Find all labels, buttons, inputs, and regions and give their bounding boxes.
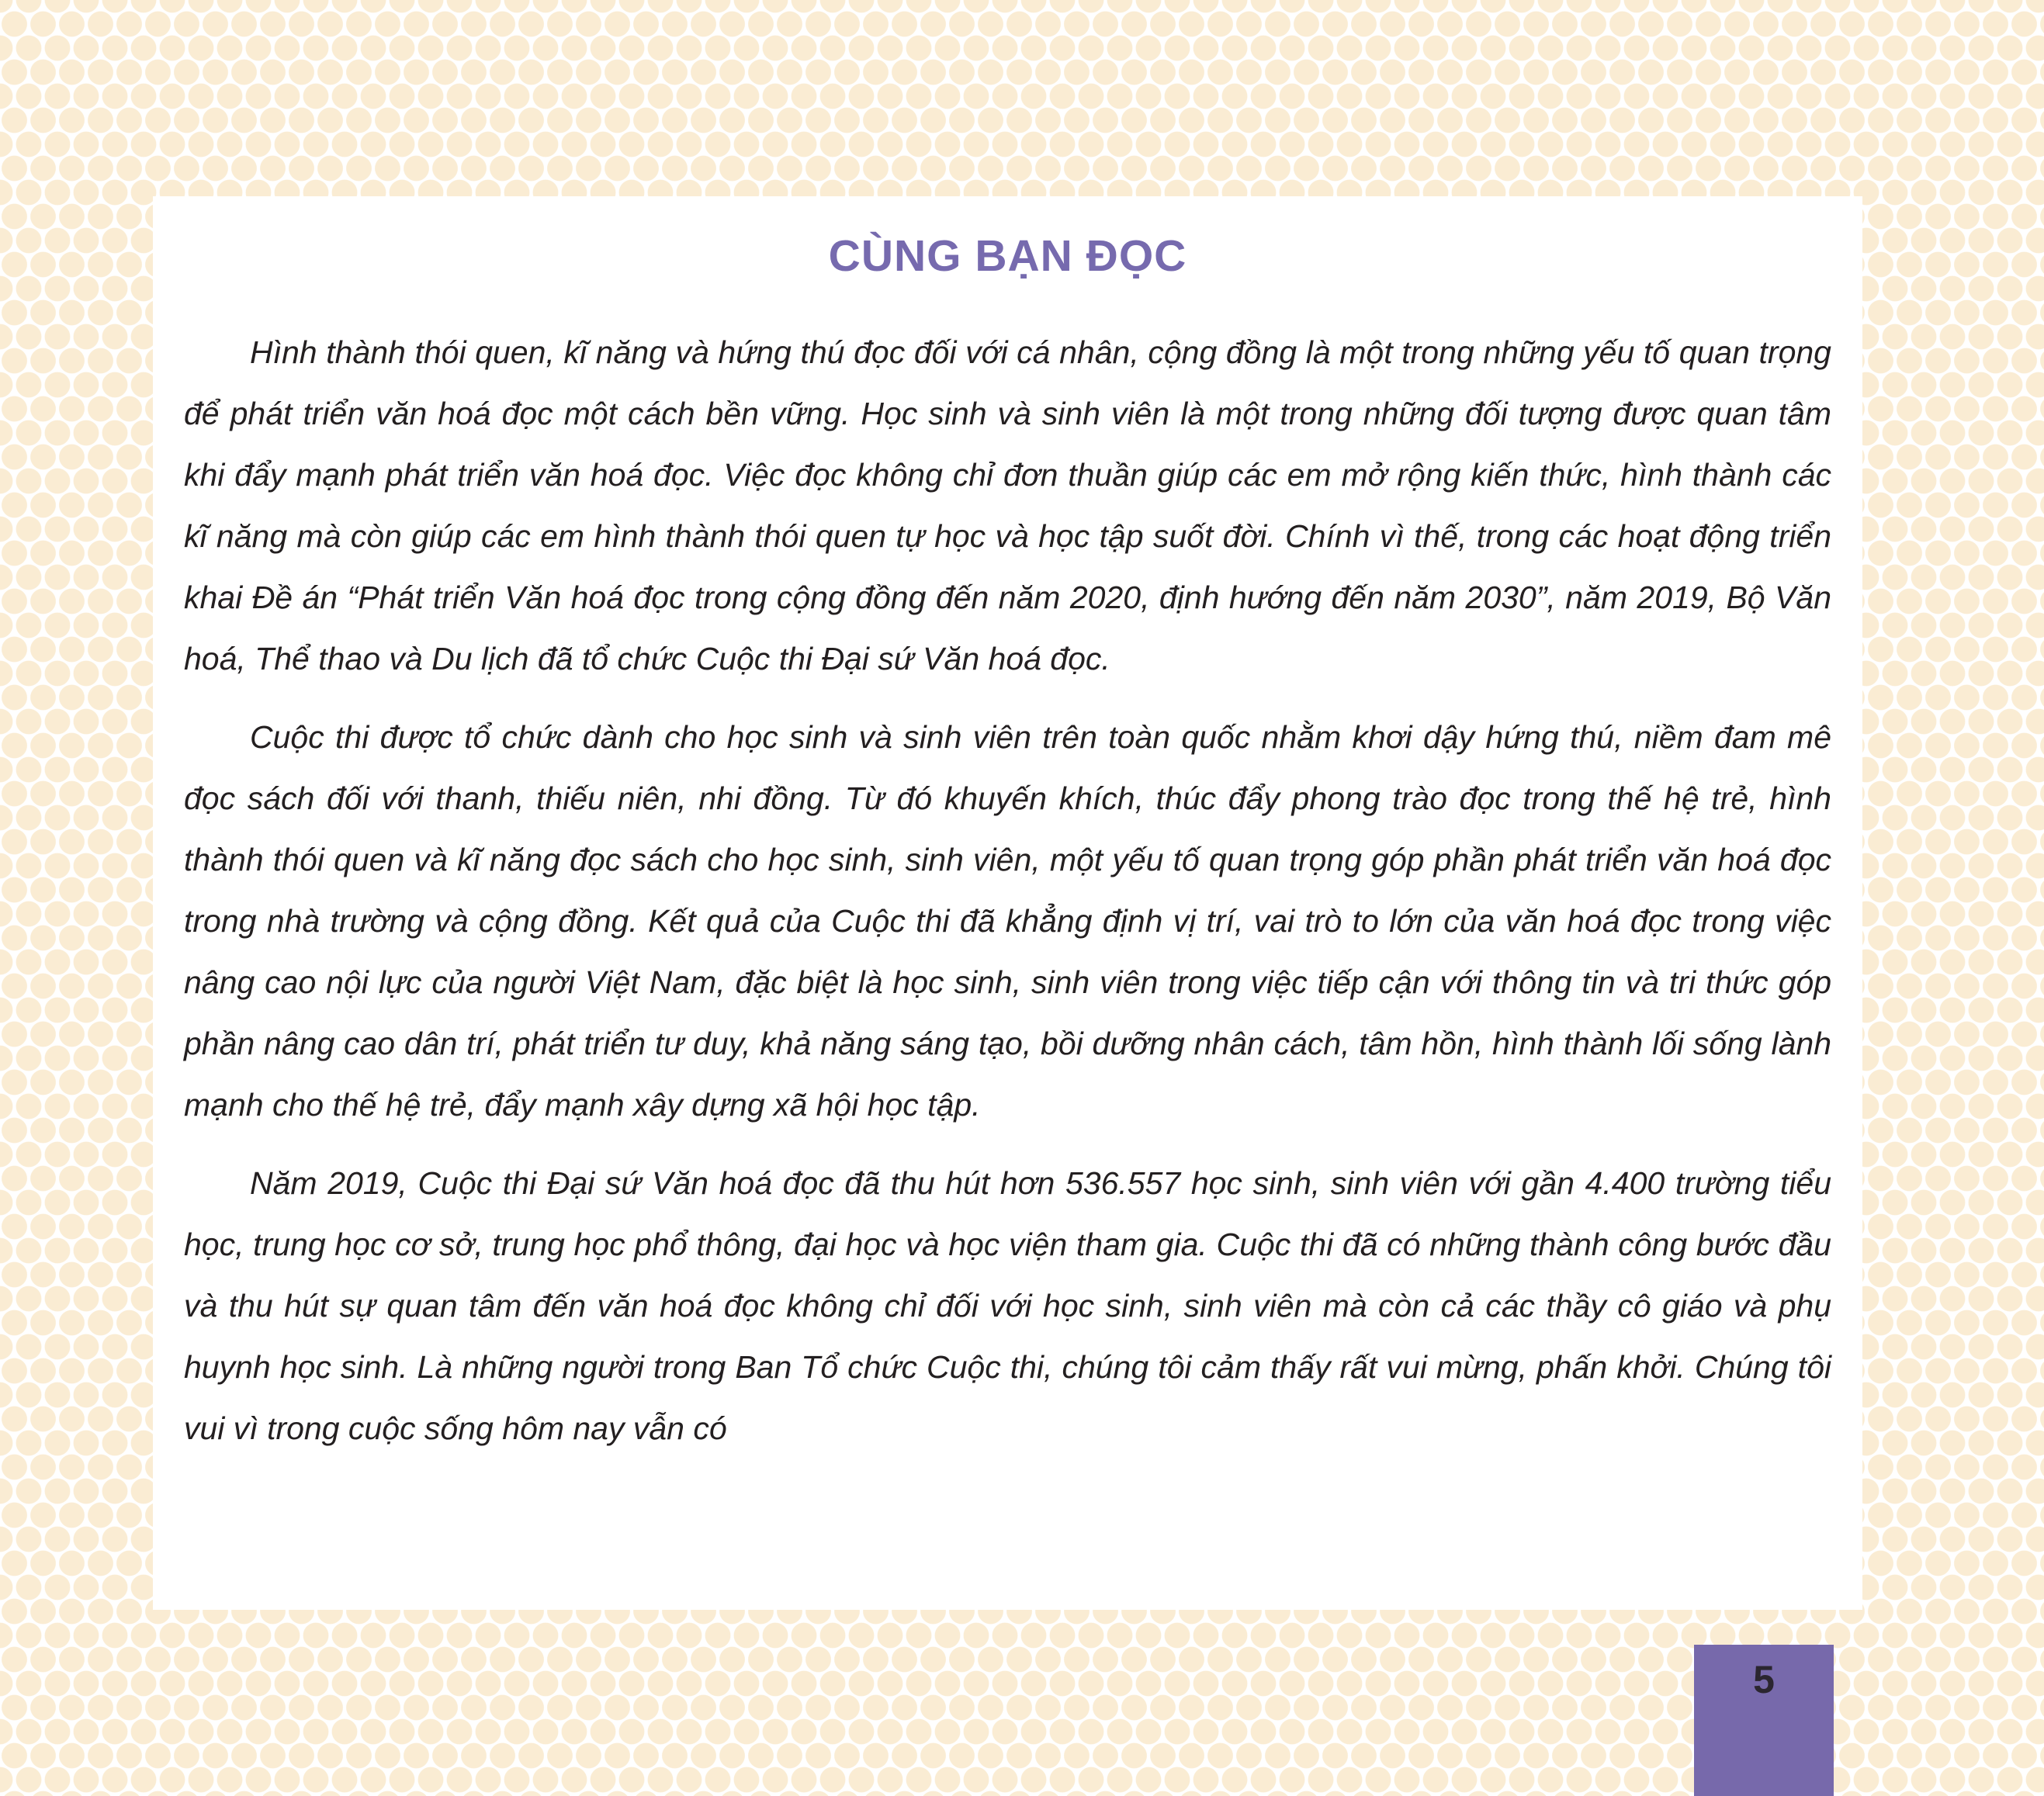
- page-title: CÙNG BẠN ĐỌC: [828, 231, 1187, 281]
- content-card: [153, 196, 1862, 1610]
- paragraph-1: Hình thành thói quen, kĩ năng và hứng thú đọc đối với cá nhân, cộng đồng là một trong những yếu tố quan trọng để phát triển văn hoá đọc một cách bền vững. Học sinh và sinh viên là một trong những đối tượng được quan tâm khi đẩy mạnh phát triển văn hoá đọc. Việc đọc không chỉ đơn thuần giúp các em mở rộng kiến thức, hình thành các kĩ năng mà còn giúp các em hình thành thói quen tự học và học tập suốt đời. Chính vì thế, trong các hoạt động triển khai Đề án “Phát triển Văn hoá đọc trong cộng đồng đến năm 2020, định hướng đến năm 2030”, năm 2019, Bộ Văn hoá, Thể thao và Du lịch đã tổ chức Cuộc thi Đại sứ Văn hoá đọc.: [184, 334, 1831, 677]
- page-number-tab: [1694, 1645, 1834, 1796]
- paragraph-2: Cuộc thi được tổ chức dành cho học sinh và sinh viên trên toàn quốc nhằm khơi dậy hứng thú, niềm đam mê đọc sách đối với thanh, thiếu niên, nhi đồng. Từ đó khuyến khích, thúc đẩy phong trào đọc trong thế hệ trẻ, hình thành thói quen và kĩ năng đọc sách cho học sinh, sinh viên, một yếu tố quan trọng góp phần phát triển văn hoá đọc trong nhà trường và cộng đồng. Kết quả của Cuộc thi đã khẳng định vị trí, vai trò to lớn của văn hoá đọc trong việc nâng cao nội lực của người Việt Nam, đặc biệt là học sinh, sinh viên trong việc tiếp cận với thông tin và tri thức góp phần nâng cao dân trí, phát triển tư duy, khả năng sáng tạo, bồi dưỡng nhân cách, tâm hồn, hình thành lối sống lành mạnh cho thế hệ trẻ, đẩy mạnh xây dựng xã hội học tập.: [184, 719, 1831, 1123]
- page-number: 5: [1753, 1658, 1775, 1701]
- paragraph-3: Năm 2019, Cuộc thi Đại sứ Văn hoá đọc đã thu hút hơn 536.557 học sinh, sinh viên với gần 4.400 trường tiểu học, trung học cơ sở, trung học phổ thông, đại học và học viện tham gia. Cuộc thi đã có những thành công bước đầu và thu hút sự quan tâm đến văn hoá đọc không chỉ đối với học sinh, sinh viên mà còn cả các thầy cô giáo và phụ huynh học sinh. Là những người trong Ban Tổ chức Cuộc thi, chúng tôi cảm thấy rất vui mừng, phấn khởi. Chúng tôi vui vì trong cuộc sống hôm nay vẫn có: [184, 1165, 1831, 1446]
- body-text: [184, 322, 1831, 1459]
